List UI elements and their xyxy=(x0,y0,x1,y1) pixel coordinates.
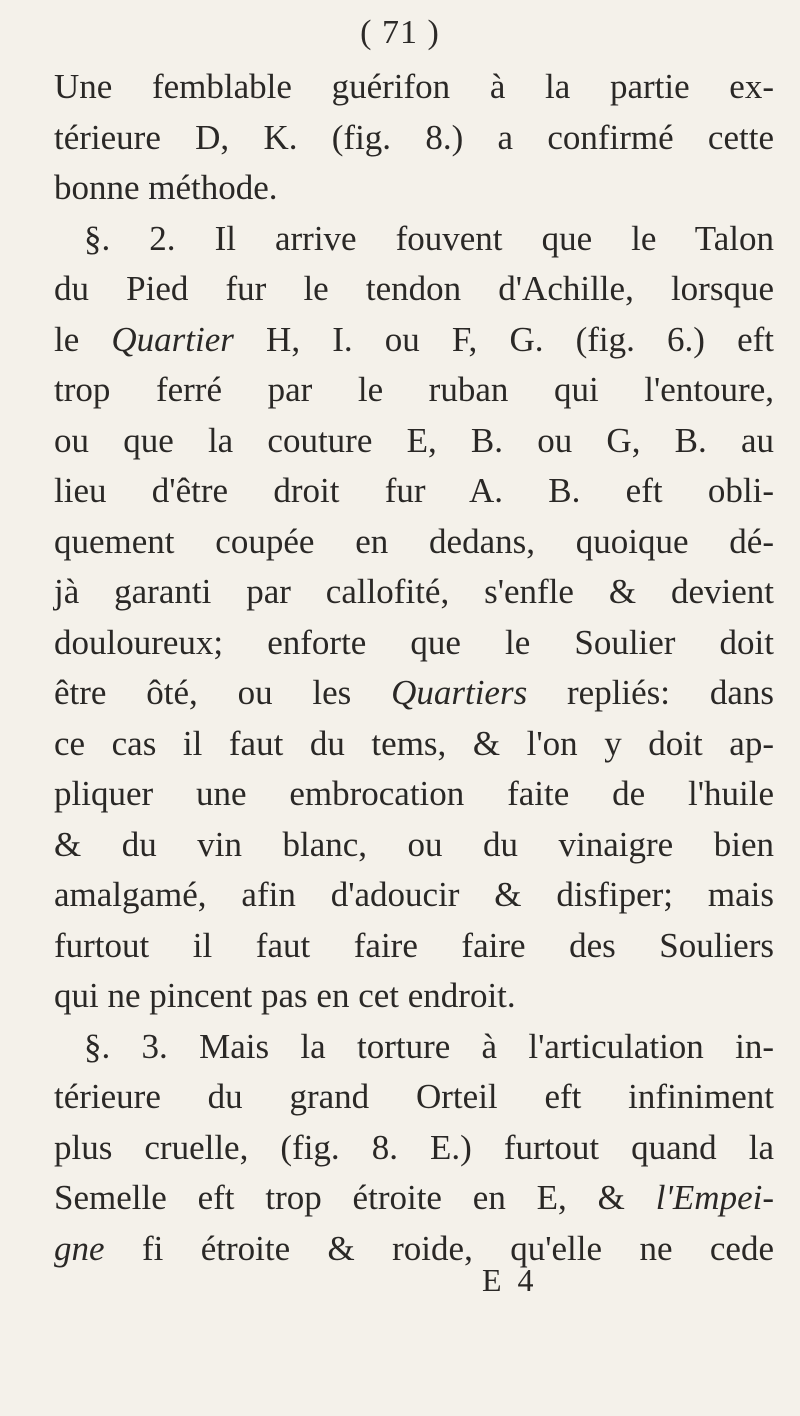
text-line: trop ferré par le ruban qui l'entoure, xyxy=(54,370,774,409)
text-line: ce cas il faut du tems, & l'on y doit ap- xyxy=(54,723,774,763)
italic-term-empeigne: l'Empei- xyxy=(655,1178,774,1217)
text-line: quement coupée en dedans, quoique dé- xyxy=(54,521,774,561)
text-line: ou que la couture E, B. ou G, B. au xyxy=(54,420,774,460)
text-line: plus cruelle, (fig. 8. E.) furtout quand la xyxy=(54,1127,774,1167)
signature-mark: E 4 xyxy=(482,1262,538,1298)
text-line xyxy=(54,315,774,366)
text-line: bonne méthode. xyxy=(54,168,278,207)
text-line: douloureux; enforte que le Soulier doit xyxy=(54,622,774,662)
text-line xyxy=(54,1224,774,1275)
text-line: qui ne pincent pas en cet endroit. xyxy=(54,976,516,1015)
text-segment: Semelle eft trop étroite en E, & xyxy=(54,1178,656,1217)
text-line xyxy=(54,668,774,719)
text-segment: fi étroite & roide, qu'elle ne cede xyxy=(104,1228,774,1268)
text-line: lieu d'être droit fur A. B. eft obli- xyxy=(54,471,774,510)
italic-term-empeigne-end: gne xyxy=(54,1228,105,1268)
text-line xyxy=(54,1173,774,1224)
text-line: Une femblable guérifon à la partie ex- xyxy=(54,67,774,106)
body-text xyxy=(54,62,774,1274)
text-line: térieure D, K. (fig. 8.) a confirmé cette xyxy=(54,117,774,157)
paragraph-3-start: §. 3. Mais la torture à l'articulation in- xyxy=(84,1026,774,1066)
text-line: amalgamé, afin d'adoucir & disfiper; mais xyxy=(54,875,774,914)
paragraph-2-start: §. 2. Il arrive fouvent que le Talon xyxy=(84,218,774,258)
text-line: furtout il faut faire faire des Souliers xyxy=(54,925,774,965)
text-segment: être ôté, ou les xyxy=(54,673,392,712)
text-segment: H, I. ou F, G. (fig. 6.) eft xyxy=(233,319,774,359)
italic-term-quartiers: Quartiers xyxy=(391,673,528,712)
page-number: ( 71 ) xyxy=(360,14,440,51)
text-line: du Pied fur le tendon d'Achille, lorsque xyxy=(54,269,774,308)
text-line: & du vin blanc, ou du vinaigre bien xyxy=(54,824,774,864)
text-segment: le xyxy=(54,319,112,359)
italic-term-quartier: Quartier xyxy=(111,319,234,359)
text-line: jà garanti par callofité, s'enfle & devient xyxy=(54,572,774,611)
text-line: térieure du grand Orteil eft infiniment xyxy=(54,1077,774,1116)
text-line: pliquer une embrocation faite de l'huile xyxy=(54,774,774,813)
text-segment: repliés: dans xyxy=(527,673,774,712)
